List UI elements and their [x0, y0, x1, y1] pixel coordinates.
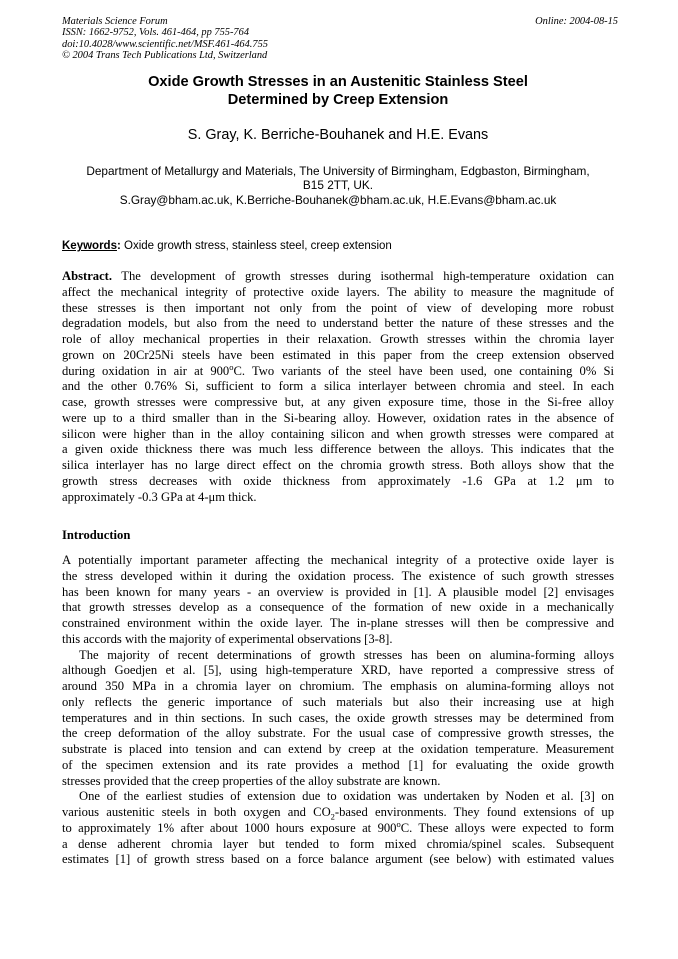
paper-title [62, 74, 614, 109]
keywords [62, 239, 618, 253]
copyright-line: © 2004 Trans Tech Publications Ltd, Switzerland [62, 50, 268, 62]
keywords-text: Oxide growth stress, stainless steel, creep extension [120, 240, 392, 252]
body-line: a dense adherent chromia layer but tended to form mixed chromia/spinel scales. Subsequent [62, 836, 614, 851]
body-line: although Goedjen et al. [5], using high-temperature XRD, have reported a compressive stress of [62, 663, 614, 678]
body-line: the stress developed within it during the oxidation process. The existence of such growth stresses [62, 568, 614, 583]
body-line: substrate is placed into tension and can extend by creep at the oxidation temperature. Measurement [62, 742, 614, 756]
body-line: this accords with the majority of experimental observations [3-8]. [62, 631, 393, 646]
online-date: Online: 2004-08-15 [535, 16, 618, 27]
abstract-line: affect the mechanical integrity of protective oxide layers. The ability to measure the magnitude of [62, 284, 614, 299]
abstract-line: case, growth stresses were compressive but, at any given exposure time, those in the Si-free alloy [62, 395, 614, 409]
author-emails: S.Gray@bham.ac.uk, K.Berriche-Bouhanek@bham.ac.uk, H.E.Evans@bham.ac.uk [119, 192, 557, 207]
abstract [62, 269, 614, 505]
body-line: of the specimen extension and its rate provides a method [1] for evaluating the oxide growth [62, 757, 614, 772]
abstract-line: were up to a third smaller than in the Si-bearing alloy. However, oxidation rates in the absence of [62, 410, 614, 425]
abstract-line: Abstract. The development of growth stresses during isothermal high-temperature oxidation can [62, 269, 614, 283]
body-line: stresses provided that the creep properties of the alloy substrate are known. [62, 773, 441, 788]
body-line: A potentially important parameter affecting the mechanical integrity of a protective oxide layer is [62, 553, 614, 567]
abstract-label: Abstract. [62, 269, 113, 283]
affiliation [62, 164, 614, 207]
abstract-line: role of alloy mechanical properties in their relaxation. Growth stresses within the chromia layer [62, 332, 614, 346]
abstract-line: grown on 20Cr25Ni steels have been estimated in this paper from the creep extension observed [62, 347, 614, 362]
body-line: has been known for many years - an overview is provided in [1]. A plausible model [2] envisages [62, 584, 614, 599]
abstract-line: degradation models, but also from the need to understand better the nature of these stresses and the [62, 316, 614, 331]
introduction-body [62, 553, 614, 868]
body-line: only reflects the generic importance of such materials but also their increasing use at high [62, 694, 614, 709]
body-line: The majority of recent determinations of growth stresses has been on alumina-forming alloys [79, 647, 614, 662]
body-line: to approximately 1% after about 1000 hours exposure at 900$^o$C. These alloys were expected to form [62, 820, 614, 835]
title-line-2: Determined by Creep Extension [227, 91, 449, 108]
author-list: S. Gray, K. Berriche-Bouhanek and H.E. Evans [187, 127, 489, 143]
abstract-line: during oxidation in air at 900$^o$C. Two variants of the steel have been used, one containing 0% Si [62, 363, 614, 378]
section-heading-introduction: Introduction [62, 528, 131, 542]
abstract-line: a given oxide thickness there was much less difference between the alloys. This indicates that the [62, 442, 614, 457]
issn-line: ISSN: 1662-9752, Vols. 461-464, pp 755-764 [62, 27, 250, 39]
keywords-label: Keywords [62, 240, 117, 252]
body-line: the creep deformation of the alloy substrate. For the usual case of compressive growth stresses, the [62, 726, 614, 741]
body-line: One of the earliest studies of extension due to oxidation was undertaken by Noden et al. [3] on [79, 789, 614, 804]
abstract-line: approximately -0.3 GPa at 4-μm thick. [62, 489, 257, 504]
journal-name: Materials Science Forum [62, 16, 168, 27]
affiliation-line-2: B15 2TT, UK. [302, 178, 374, 193]
abstract-line: and the other 0.76% Si, sufficient to form a silica interlayer between chromia and steel. In each [62, 379, 614, 394]
affiliation-line-1: Department of Metallurgy and Materials, The University of Birmingham, Edgbaston, Birmingham, [86, 164, 590, 178]
abstract-line: silicon were higher than in the alloy containing silicon and when growth stresses were compared at [62, 426, 614, 441]
body-line: that growth stresses develop as a consequence of the formation of new oxide in a mechanically [62, 600, 614, 615]
abstract-line: silica interlayer has no large direct effect on the chromia growth stress. Both alloys show that the [62, 458, 614, 472]
abstract-line: these stresses is then important not only from the point of view of developing more robust [62, 300, 614, 315]
abstract-line: growth stress decreases with oxide thickness from approximately -1.6 GPa at 1.2 μm to [62, 473, 614, 488]
body-line: constrained environment within the oxide layer. The in-plane stresses will then be compressive and [62, 616, 614, 630]
body-line: temperatures and in thin sections. In such cases, the oxide growth stresses may be determined from [62, 710, 614, 725]
body-line: various austenitic steels in both oxygen and $CO_2$-based environments. They found extensions of up [62, 805, 614, 821]
body-line: around 350 MPa in a chromia layer on chromium. The emphasis on alumina-forming alloys not [62, 679, 614, 693]
body-line: estimates [1] of growth stress based on a force balance argument (see below) with estimated values [62, 852, 614, 867]
title-line-1: Oxide Growth Stresses in an Austenitic Stainless Steel [148, 74, 528, 90]
keywords-colon: : [116, 240, 121, 252]
doi-line: doi:10.4028/www.scientific.net/MSF.461-464.755 [62, 38, 268, 50]
journal-header [62, 16, 618, 62]
